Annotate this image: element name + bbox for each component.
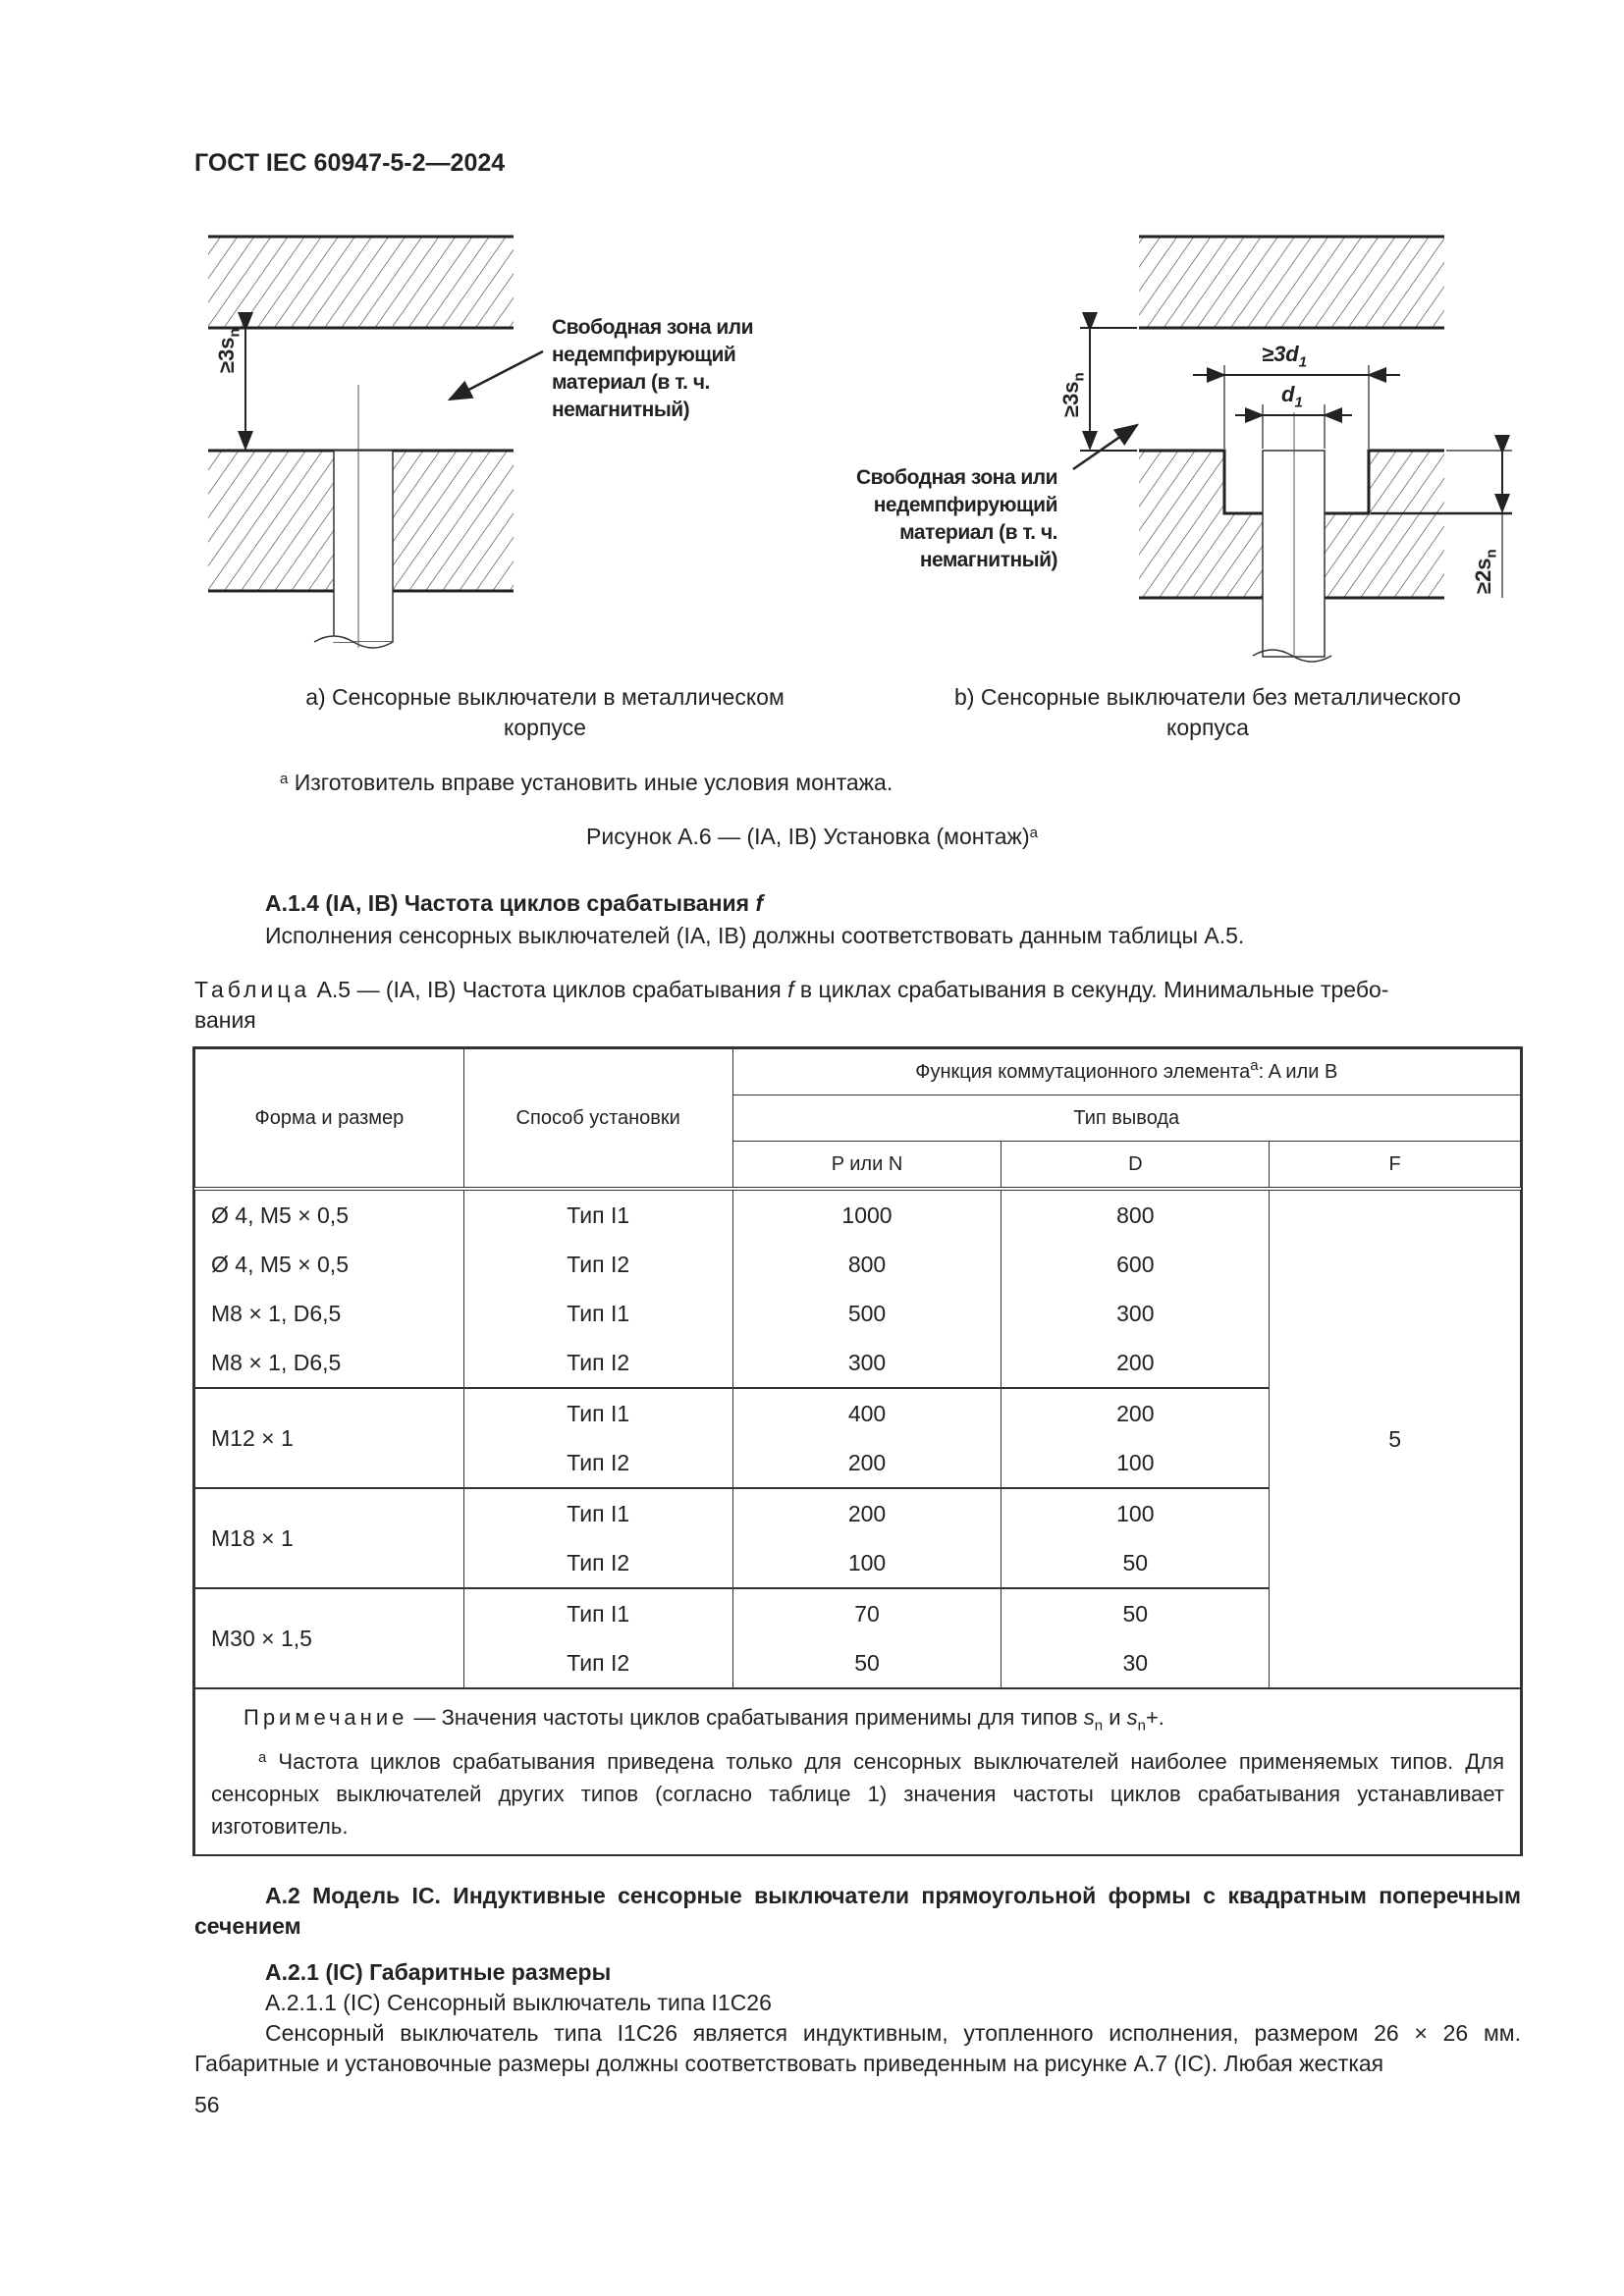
caption-line: корпусе [504, 715, 586, 740]
note-text: и [1103, 1705, 1127, 1730]
cell-d: 100 [1001, 1438, 1270, 1488]
mounting-figure [0, 0, 1624, 687]
cell-d: 50 [1001, 1588, 1270, 1638]
label-line: материал (в т. ч. [552, 371, 710, 394]
cell-d: 600 [1001, 1240, 1270, 1289]
dim-text: d [1281, 382, 1295, 406]
caption-line: a) Сенсорные выключатели в металлическом [305, 684, 785, 710]
figure-a-drawing [208, 237, 543, 648]
note-var: s [1083, 1705, 1095, 1730]
label-line: недемпфирующий [552, 344, 736, 366]
cell-d: 200 [1001, 1338, 1270, 1388]
dimension-2sn-b [1471, 549, 1499, 594]
label-line: Свободная зона или [552, 316, 754, 339]
dim-sub: n [226, 328, 244, 338]
cell-pn: 100 [732, 1538, 1001, 1588]
cell-pn: 70 [732, 1588, 1001, 1638]
cell-mount: Тип I2 [463, 1638, 732, 1688]
dim-sub: 1 [1294, 394, 1303, 411]
header-mark: a [1250, 1056, 1259, 1074]
header-output: Тип вывода [732, 1095, 1520, 1142]
document-header: ГОСТ IEC 60947-5-2—2024 [194, 149, 506, 177]
dim-text: ≥2s [1471, 558, 1495, 594]
label-line: немагнитный) [919, 549, 1057, 571]
cell-d: 200 [1001, 1388, 1270, 1438]
heading-text: A.1.4 (IA, IB) Частота циклов срабатывания [265, 890, 756, 916]
header-text: Функция коммутационного элемента [915, 1060, 1251, 1083]
dim-sub: n [1483, 549, 1500, 559]
label-line: материал (в т. ч. [899, 521, 1057, 544]
header-function [732, 1049, 1520, 1095]
header-pn: P или N [732, 1142, 1001, 1190]
section-a211-heading: A.2.1.1 (IC) Сенсорный выключатель типа I1C26 [265, 1990, 772, 2015]
table-caption-text: A.5 — (IA, IB) Частота циклов срабатывания [310, 977, 788, 1002]
dim-text: ≥3d [1262, 342, 1299, 366]
cell-mount: Тип I1 [463, 1488, 732, 1538]
note-sub: n [1094, 1717, 1104, 1735]
label-line: Свободная зона или [855, 466, 1057, 489]
cell-d: 30 [1001, 1638, 1270, 1688]
cell-mount: Тип I1 [463, 1289, 732, 1338]
figure-footnote [280, 768, 893, 798]
label-line: немагнитный) [552, 399, 690, 421]
cell-d: 300 [1001, 1289, 1270, 1338]
section-a2-paragraph: Сенсорный выключатель типа I1C26 является индуктивным, утопленного исполнения, размером 26 × 26 мм. Габаритные и установочные размеры должны соответствовать приведенным на рисунке A.7 (IC). Любая жесткая [194, 2020, 1521, 2076]
cell-d: 100 [1001, 1488, 1270, 1538]
note-text: — Значения частоты циклов срабатывания применимы для типов [407, 1705, 1084, 1730]
figure-a-label [552, 314, 753, 424]
cell-pn: 200 [732, 1488, 1001, 1538]
heading-var: f [755, 890, 764, 916]
cell-pn: 300 [732, 1338, 1001, 1388]
table-note [211, 1701, 1504, 1741]
section-a2-heading: A.2 Модель IC. Индуктивные сенсорные выключатели прямоугольной формы с квадратным поперечным сечением [194, 1883, 1521, 1939]
cell-pn: 200 [732, 1438, 1001, 1488]
cell-f: 5 [1270, 1189, 1521, 1688]
cell-mount: Тип I2 [463, 1338, 732, 1388]
note-text: +. [1145, 1705, 1164, 1730]
cell-form: M8 × 1, D6,5 [195, 1289, 464, 1338]
footnote-mark: a [280, 771, 289, 787]
cell-mount: Тип I1 [463, 1189, 732, 1240]
cell-pn: 500 [732, 1289, 1001, 1338]
dimension-3sn-a [214, 328, 243, 373]
table-caption-text: вания [194, 1007, 256, 1033]
table-notes [195, 1688, 1521, 1854]
cell-mount: Тип I2 [463, 1240, 732, 1289]
figure-title [0, 822, 1624, 852]
header-f: F [1270, 1142, 1521, 1190]
note-var: s [1126, 1705, 1138, 1730]
label-line: недемпфирующий [873, 494, 1057, 516]
cell-pn: 1000 [732, 1189, 1001, 1240]
figure-b-drawing [1073, 237, 1512, 662]
cell-pn: 800 [732, 1240, 1001, 1289]
section-a14-heading [265, 888, 763, 919]
dimension-d1 [1281, 382, 1303, 410]
table-caption-text: в циклах срабатывания в секунду. Минимальные требо- [793, 977, 1389, 1002]
cell-mount: Тип I1 [463, 1388, 732, 1438]
table-row [195, 1189, 1521, 1240]
cell-form: Ø 4, M5 × 0,5 [195, 1189, 464, 1240]
cell-mount: Тип I2 [463, 1438, 732, 1488]
cell-form: Ø 4, M5 × 0,5 [195, 1240, 464, 1289]
table-caption [194, 975, 1521, 1036]
header-mount: Способ установки [463, 1049, 732, 1190]
cell-form: M18 × 1 [195, 1488, 464, 1588]
dim-sub: 1 [1298, 353, 1308, 371]
cell-d: 800 [1001, 1189, 1270, 1240]
note-label: Примечание [244, 1705, 408, 1730]
cell-mount: Тип I1 [463, 1588, 732, 1638]
table-caption-var: f [787, 977, 794, 1002]
section-a14-text: Исполнения сенсорных выключателей (IA, IB) должны соответствовать данным таблицы A.5. [265, 923, 1245, 948]
cell-mount: Тип I2 [463, 1538, 732, 1588]
header-text: : A или B [1258, 1060, 1338, 1083]
table-footnote [211, 1745, 1504, 1842]
note-sub: n [1137, 1717, 1146, 1735]
footnote-mark: a [258, 1749, 267, 1767]
cell-form: M8 × 1, D6,5 [195, 1338, 464, 1388]
dimension-3sn-b [1058, 372, 1087, 417]
dim-sub: n [1070, 372, 1088, 382]
dim-text: ≥3s [214, 337, 239, 373]
section-a21-heading: A.2.1 (IC) Габаритные размеры [265, 1959, 612, 1985]
frequency-table [194, 1048, 1521, 1854]
figure-title-text: Рисунок A.6 — (IA, IB) Установка (монтаж) [586, 824, 1030, 849]
dimension-3d1 [1262, 342, 1307, 370]
header-form: Форма и размер [195, 1049, 464, 1190]
figure-b-label [856, 464, 1057, 574]
cell-form: M12 × 1 [195, 1388, 464, 1488]
caption-line: b) Сенсорные выключатели без металлического [954, 684, 1461, 710]
page-number: 56 [194, 2092, 220, 2117]
header-d: D [1001, 1142, 1270, 1190]
figure-title-mark: a [1029, 825, 1038, 841]
cell-form: M30 × 1,5 [195, 1588, 464, 1688]
figure-b-caption [893, 682, 1522, 743]
caption-line: корпуса [1166, 715, 1249, 740]
cell-pn: 50 [732, 1638, 1001, 1688]
footnote-text: Частота циклов срабатывания приведена только для сенсорных выключателей наиболее применяемых типов. Для сенсорных выключателей других типов (согласно таблице 1) значения частоты циклов срабатывания устанавливает изготовитель. [211, 1749, 1504, 1840]
table-caption-label: Таблица [194, 977, 311, 1002]
dim-text: ≥3s [1058, 381, 1083, 417]
cell-d: 50 [1001, 1538, 1270, 1588]
figure-a-caption [245, 682, 844, 743]
cell-pn: 400 [732, 1388, 1001, 1438]
footnote-text: Изготовитель вправе установить иные условия монтажа. [294, 770, 893, 795]
